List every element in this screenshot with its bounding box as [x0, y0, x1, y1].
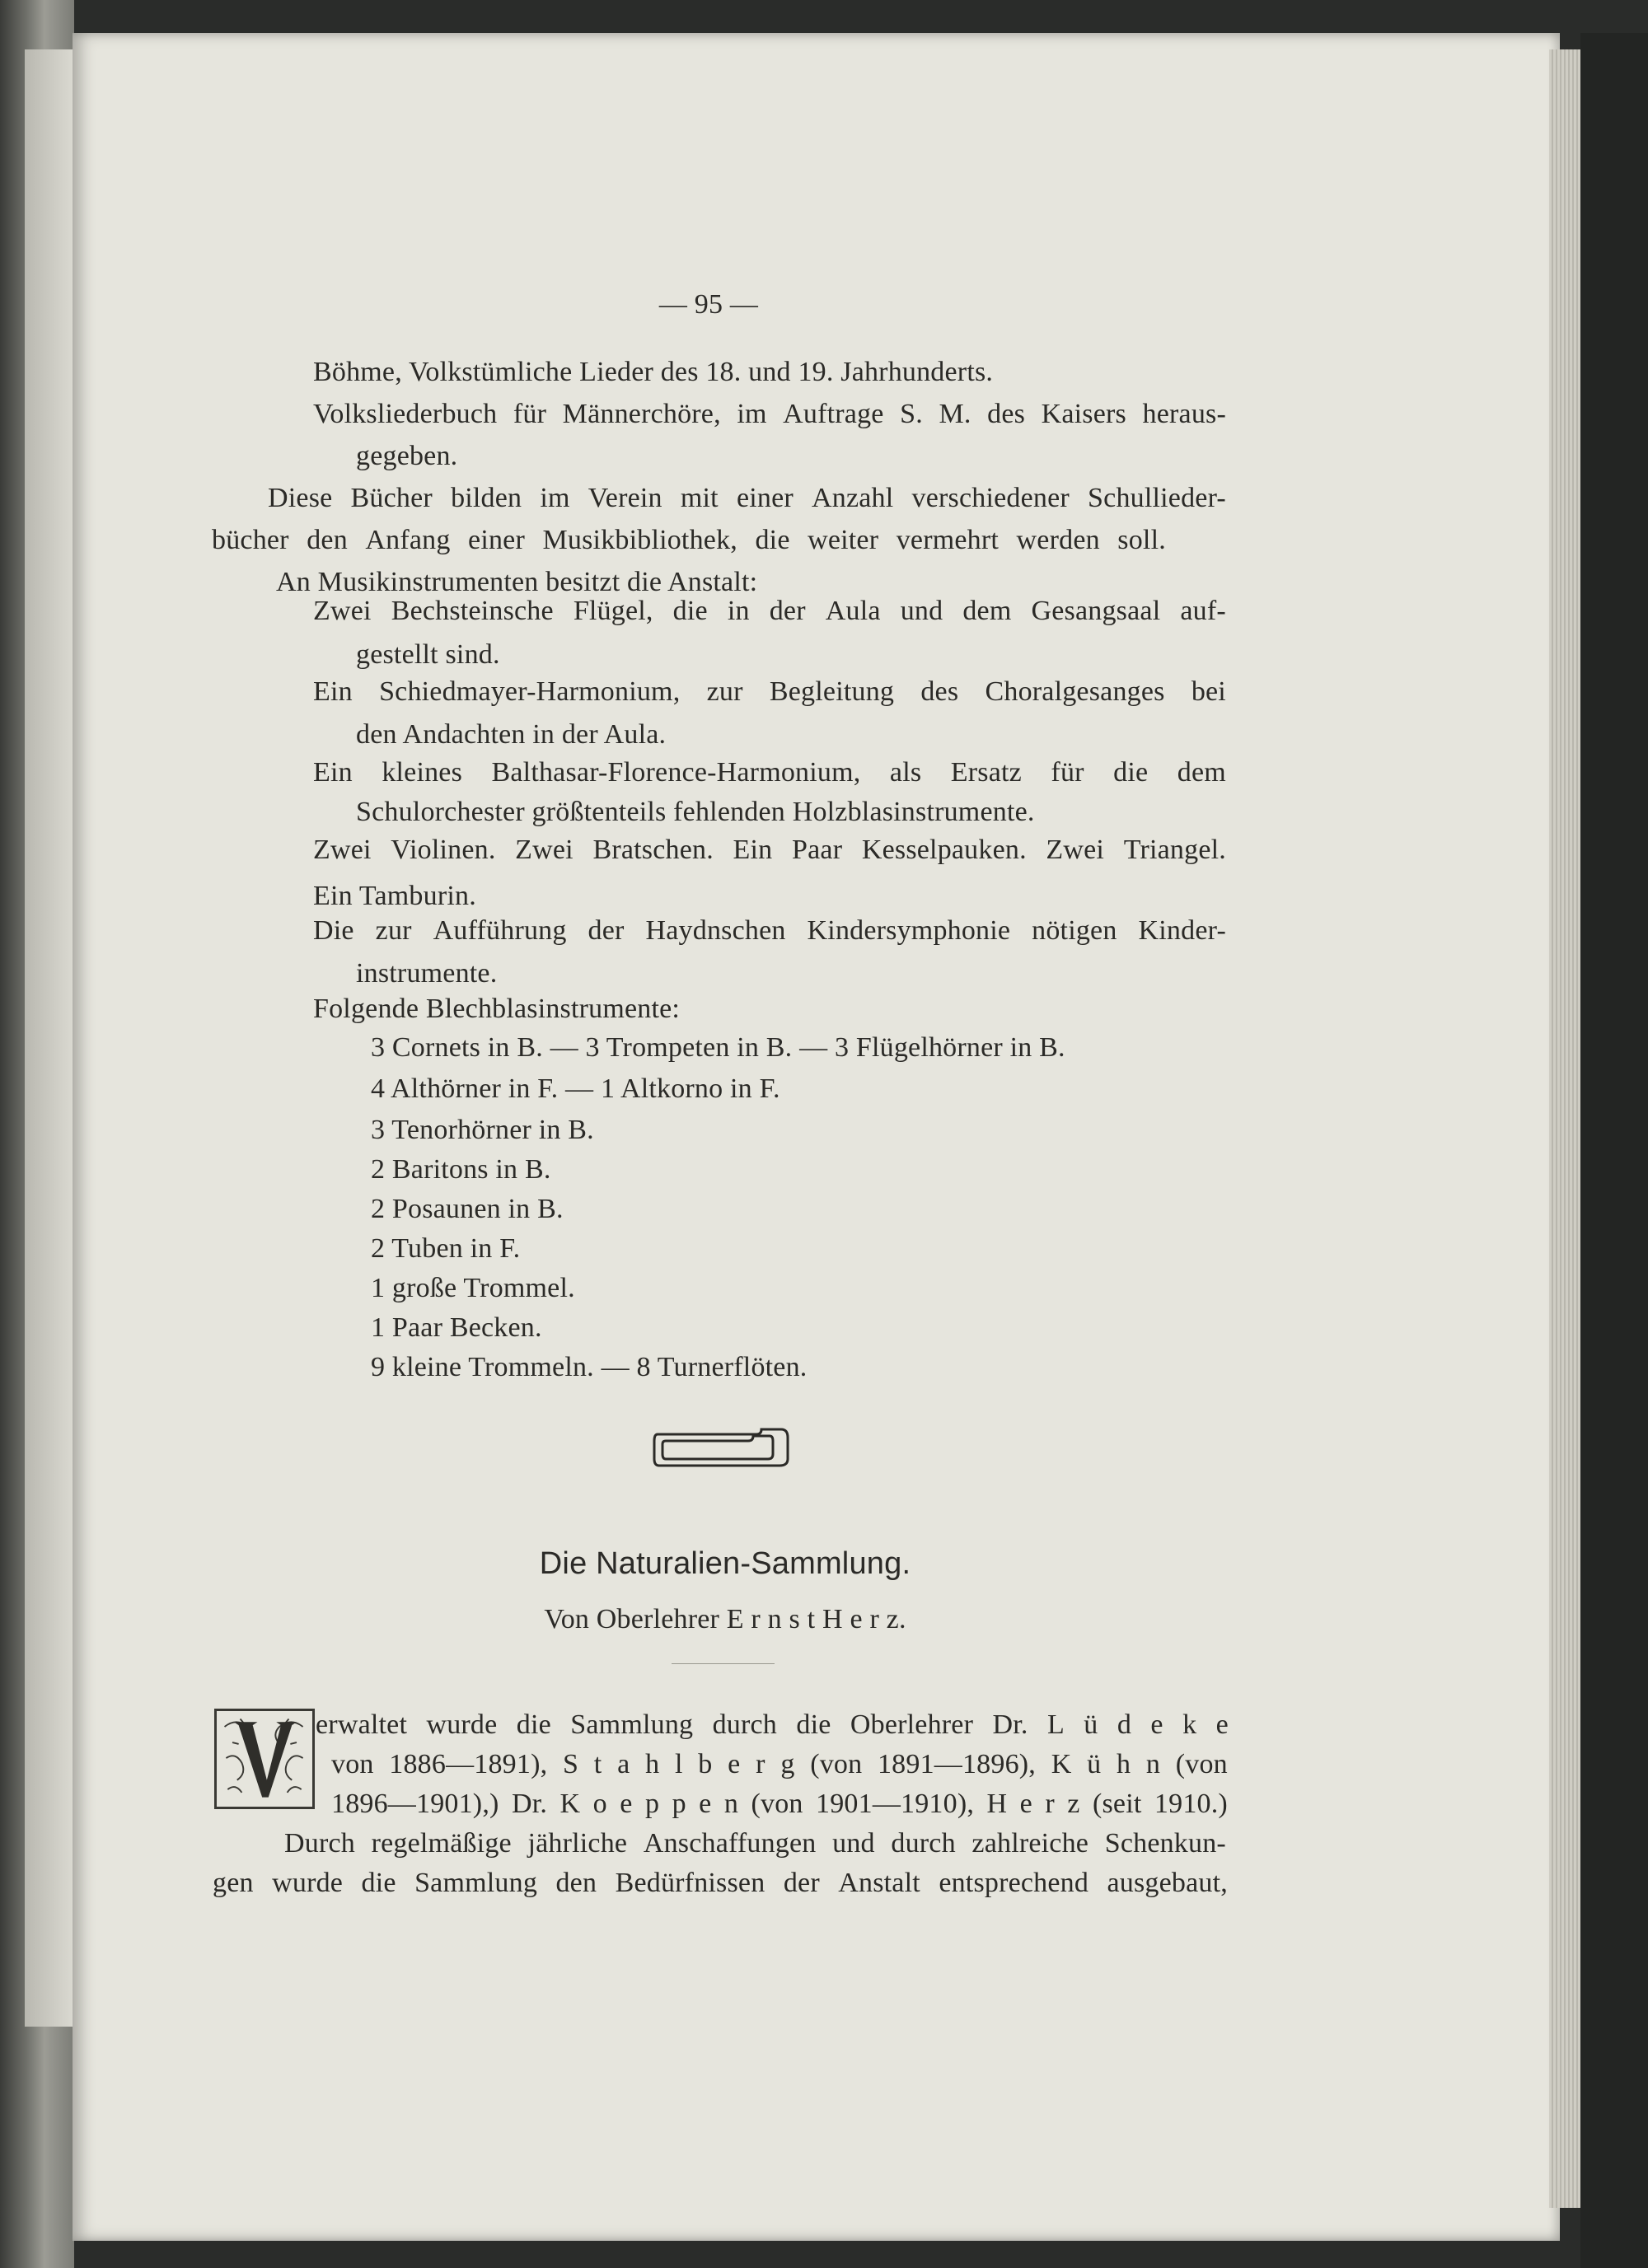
ornament-divider: [651, 1423, 791, 1471]
paragraph-line: von 1886—1891), S t a h l b e r g (von 1891—1896), K ü h n (von: [331, 1749, 1228, 1779]
section-title: Die Naturalien-Sammlung.: [539, 1546, 911, 1581]
section-author: Von Oberlehrer E r n s t H e r z.: [544, 1604, 906, 1634]
instrument-line: 4 Althörner in F. — 1 Altkorno in F.: [371, 1073, 780, 1104]
text-line: Die zur Aufführung der Haydnschen Kindersymphonie nötigen Kinder-: [313, 915, 1226, 946]
text-line: gestellt sind.: [356, 639, 500, 670]
text-line: bücher den Anfang einer Musikbibliothek, die weiter vermehrt werden soll.: [212, 525, 1166, 555]
text-line: Zwei Bechsteinsche Flügel, die in der Aula und dem Gesangsaal auf-: [313, 596, 1226, 626]
title-divider: [672, 1663, 775, 1664]
text-line: den Andachten in der Aula.: [356, 719, 667, 750]
text-line: Ein Schiedmayer-Harmonium, zur Begleitung des Choralgesanges bei: [313, 676, 1226, 707]
instrument-line: 9 kleine Trommeln. — 8 Turnerflöten.: [371, 1352, 808, 1382]
text-line: Volksliederbuch für Männerchöre, im Auftrage S. M. des Kaisers heraus-: [313, 399, 1226, 429]
text-line: Böhme, Volkstümliche Lieder des 18. und 19. Jahrhunderts.: [313, 357, 994, 387]
instrument-line: 2 Baritons in B.: [371, 1154, 551, 1185]
text-line: Schulorchester größtenteils fehlenden Holzblasinstrumente.: [356, 797, 1035, 827]
text-line: instrumente.: [356, 958, 498, 989]
paragraph-line: gen wurde die Sammlung den Bedürfnissen der Anstalt entsprechend ausgebaut,: [213, 1868, 1228, 1898]
paragraph-line: 1896—1901),) Dr. K o e p p e n (von 1901—1910), H e r z (seit 1910.): [331, 1789, 1228, 1819]
text-line: Ein Tamburin.: [313, 881, 476, 911]
scan-background: [1580, 33, 1648, 2268]
text-line: An Musikinstrumenten besitzt die Anstalt:: [276, 567, 758, 597]
instrument-line: 1 Paar Becken.: [371, 1312, 542, 1343]
instrument-line: 3 Cornets in B. — 3 Trompeten in B. — 3 Flügelhörner in B.: [371, 1032, 1065, 1063]
facing-page-edge: [25, 49, 76, 2027]
instrument-line: 1 große Trommel.: [371, 1273, 575, 1303]
page-number: — 95 —: [658, 289, 759, 320]
instrument-line: 3 Tenorhörner in B.: [371, 1115, 594, 1145]
instrument-line: 2 Posaunen in B.: [371, 1194, 564, 1224]
page-stack-edge: [1549, 49, 1582, 2208]
paragraph-line: Durch regelmäßige jährliche Anschaffungen und durch zahlreiche Schenkun-: [284, 1828, 1226, 1859]
drop-cap-initial: [214, 1709, 315, 1809]
text-line: Folgende Blechblasinstrumente:: [313, 994, 681, 1024]
paragraph-line: erwaltet wurde die Sammlung durch die Oberlehrer Dr. L ü d e k e: [316, 1709, 1229, 1740]
instrument-line: 2 Tuben in F.: [371, 1233, 521, 1264]
text-line: Diese Bücher bilden im Verein mit einer Anzahl verschiedener Schullieder-: [268, 483, 1226, 513]
text-line: Zwei Violinen. Zwei Bratschen. Ein Paar Kesselpauken. Zwei Triangel.: [313, 835, 1226, 865]
text-line: gegeben.: [356, 441, 458, 471]
text-line: Ein kleines Balthasar-Florence-Harmonium, als Ersatz für die dem: [313, 757, 1226, 788]
